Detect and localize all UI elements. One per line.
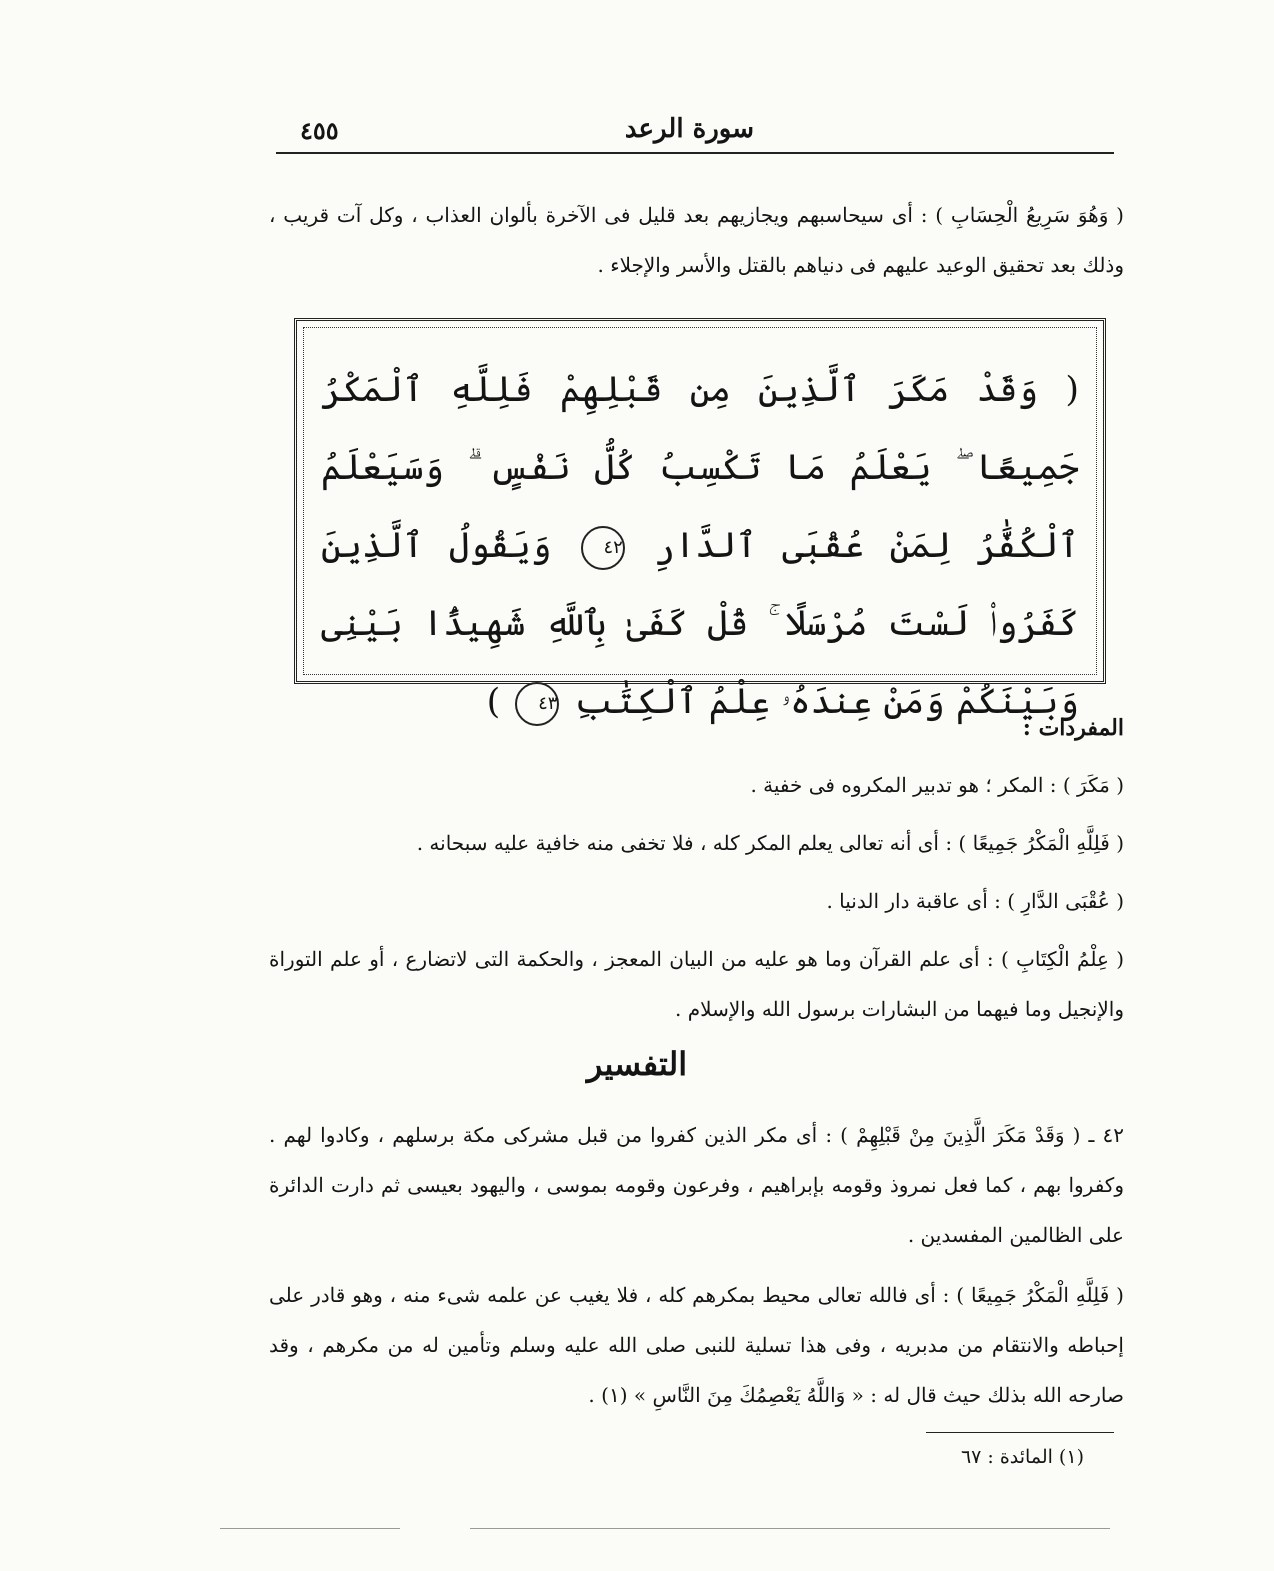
verse-text-42: ( وَقَدْ مَكَرَ ٱلَّذِينَ مِن قَبْلِهِمْ فَلِلَّهِ ٱلْمَكْرُ جَمِيعًا ۖ يَعْلَمُ مَا تَكْسِبُ كُلُّ نَفْسٍ ۗ وَسَيَعْلَمُ ٱلْكُفَّٰرُ لِمَنْ عُقْبَى ٱلدَّارِ <box>321 370 1079 566</box>
footnote-divider <box>926 1432 1114 1433</box>
ayah-number-marker: ٤٢ <box>581 526 625 570</box>
header-divider <box>276 152 1114 154</box>
vocabulary-item: ( مَكَرَ ) : المكر ؛ هو تدبير المكروه فى خفية . <box>750 773 1124 797</box>
verse-text-43: وَيَقُولُ ٱلَّذِينَ كَفَرُوا۟ لَسْتَ مُرْسَلًا ۚ قُلْ كَفَىٰ بِٱللَّهِ شَهِيدًۢا بَيْنِى وَبَيْنَكُمْ وَمَنْ عِندَهُۥ عِلْمُ ٱلْكِتَٰبِ <box>321 526 1079 722</box>
scan-edge-line <box>220 1528 400 1529</box>
tafsir-paragraph: ٤٢ ـ ( وَقَدْ مَكَرَ الَّذِينَ مِنْ قَبْلِهِمْ ) : أى مكر الذين كفروا من قبل مشركى مكة برسلهم ، وكادوا لهم . وكفروا بهم ، كما فعل نمروذ وقومه بإبراهيم ، وفرعون وقومه بموسى ، واليهود بعيسى ثم دارت الدائرة على الظالمين المفسدين . <box>269 1123 1125 1247</box>
scan-edge-line <box>470 1528 1110 1529</box>
vocabulary-item: ( فَلِلَّهِ الْمَكْرُ جَمِيعًا ) : أى أنه تعالى يعلم المكر كله ، فلا تخفى منه خافية عليه سبحانه . <box>416 831 1124 855</box>
ayah-number-marker: ٤٣ <box>515 682 559 726</box>
tafsir-heading: التفسير <box>586 1045 688 1083</box>
sura-title: سورة الرعد <box>624 114 754 144</box>
vocabulary-item: ( عُقْبَى الدَّارِ ) : أى عاقبة دار الدنيا . <box>826 889 1124 913</box>
intro-paragraph: ( وَهُوَ سَرِيعُ الْحِسَابِ ) : أى سيحاسبهم ويجازيهم بعد قليل فى الآخرة بألوان العذاب ، وكل آت قريب ، وذلك بعد تحقيق الوعيد عليهم فى دنياهم بالقتل والأسر والإجلاء . <box>269 203 1124 277</box>
tafsir-paragraph: ( فَلِلَّهِ الْمَكْرُ جَمِيعًا ) : أى فالله تعالى محيط بمكرهم كله ، فلا يغيب عن علمه شىء منه ، وهو قادر على إحباطه والانتقام من مدبريه ، وفى هذا تسلية للنبى صلى الله عليه وسلم وتأمين له من مكرهم ، وقد صارحه الله بذلك حيث قال له : « وَاللَّهُ يَعْصِمُكَ مِنَ النَّاسِ » (١) . <box>269 1283 1124 1407</box>
vocabulary-item: ( عِلْمُ الْكِتَابِ ) : أى علم القرآن وما هو عليه من البيان المعجز ، والحكمة التى لاتضارع ، أو علم التوراة والإنجيل وما فيهما من البشارات برسول الله والإسلام . <box>269 947 1125 1021</box>
verse-close-paren: ) <box>486 682 501 722</box>
footnote: (١) المائدة : ٦٧ <box>960 1446 1084 1468</box>
quran-verse-frame <box>294 318 1106 722</box>
quran-verse <box>321 351 1079 741</box>
page-number: ٤٥٥ <box>300 116 339 145</box>
page-header <box>276 112 1114 152</box>
vocabulary-heading: المفردات : <box>1022 715 1124 741</box>
